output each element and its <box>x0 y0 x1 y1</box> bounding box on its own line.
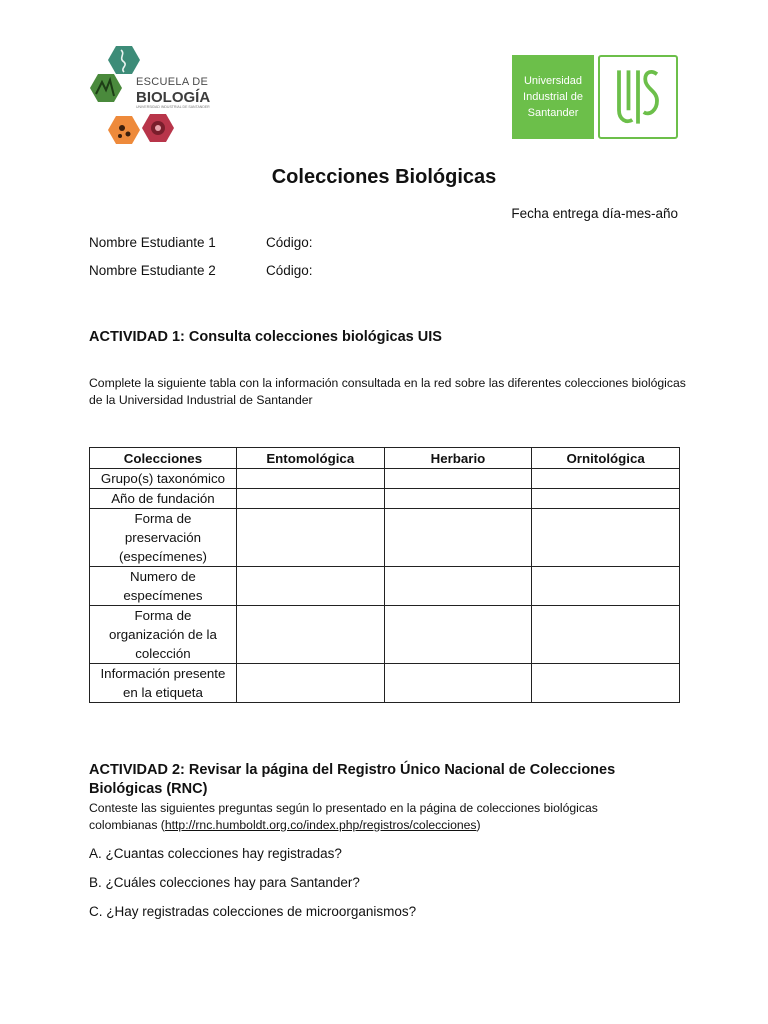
row-label: Forma de organización de la colección <box>90 606 237 664</box>
empty-cell[interactable] <box>236 469 384 489</box>
actividad-2-heading <box>89 761 689 799</box>
escuela-line1: ESCUELA DE <box>136 76 209 88</box>
question-b: B. ¿Cuáles colecciones hay para Santander? <box>89 875 360 890</box>
empty-cell[interactable] <box>532 489 680 509</box>
empty-cell[interactable] <box>532 469 680 489</box>
empty-cell[interactable] <box>384 664 532 703</box>
uis-mark-logo <box>598 55 678 139</box>
table-row <box>90 469 680 489</box>
row-label: Año de fundación <box>90 489 237 509</box>
table-header-cell: Entomológica <box>236 448 384 469</box>
colecciones-table <box>89 447 680 703</box>
empty-cell[interactable] <box>532 509 680 567</box>
actividad-1-heading: ACTIVIDAD 1: Consulta colecciones biológicas UIS <box>89 329 442 345</box>
uis-line1: Universidad <box>523 75 583 87</box>
empty-cell[interactable] <box>532 606 680 664</box>
student-2-name-label: Nombre Estudiante 2 <box>89 263 216 278</box>
table-header-cell: Ornitológica <box>532 448 680 469</box>
table-header-row <box>90 448 680 469</box>
table-row <box>90 509 680 567</box>
empty-cell[interactable] <box>384 509 532 567</box>
table-header-cell: Herbario <box>384 448 532 469</box>
actividad-1-instructions: Complete la siguiente tabla con la información consultada en la red sobre las diferentes colecciones biológicas de la Universidad Industrial de Santander <box>89 376 686 407</box>
actividad-2-intro-prefix: colombianas ( <box>89 818 165 832</box>
empty-cell[interactable] <box>236 606 384 664</box>
empty-cell[interactable] <box>384 469 532 489</box>
uis-line2: Industrial de <box>523 91 583 103</box>
table-row <box>90 664 680 703</box>
actividad-2-intro <box>89 800 689 834</box>
actividad-2-intro-line1: Conteste las siguientes preguntas según lo presentado en la página de colecciones biológicas <box>89 801 598 815</box>
empty-cell[interactable] <box>236 567 384 606</box>
table-row <box>90 489 680 509</box>
row-label: Grupo(s) taxonómico <box>90 469 237 489</box>
student-1-name-label: Nombre Estudiante 1 <box>89 235 216 250</box>
table-row <box>90 606 680 664</box>
table-row <box>90 567 680 606</box>
rnc-link[interactable]: http://rnc.humboldt.org.co/index.php/registros/colecciones <box>164 818 477 832</box>
escuela-logo-text <box>136 77 210 110</box>
actividad-2-heading-line1: ACTIVIDAD 2: Revisar la página del Registro Único Nacional de Colecciones <box>89 762 616 778</box>
student-2-code-label: Código: <box>266 263 313 278</box>
fecha-entrega: Fecha entrega día-mes-año <box>511 206 678 221</box>
document-title: Colecciones Biológicas <box>271 166 497 188</box>
question-c: C. ¿Hay registradas colecciones de microorganismos? <box>89 904 417 919</box>
row-label: Información presente en la etiqueta <box>90 664 237 703</box>
table-header-cell: Colecciones <box>90 448 237 469</box>
empty-cell[interactable] <box>236 509 384 567</box>
empty-cell[interactable] <box>384 606 532 664</box>
empty-cell[interactable] <box>236 664 384 703</box>
empty-cell[interactable] <box>236 489 384 509</box>
escuela-line2: BIOLOGÍA <box>136 89 211 106</box>
actividad-2-intro-suffix: ) <box>476 818 481 832</box>
empty-cell[interactable] <box>384 567 532 606</box>
student-1-code-label: Código: <box>266 235 313 250</box>
question-a: A. ¿Cuantas colecciones hay registradas? <box>89 846 342 861</box>
escuela-line3: UNIVERSIDAD INDUSTRIAL DE SANTANDER <box>136 105 210 109</box>
empty-cell[interactable] <box>384 489 532 509</box>
actividad-2-heading-line2: Biológicas (RNC) <box>89 781 208 797</box>
row-label: Forma de preservación (especímenes) <box>90 509 237 567</box>
uis-logo-text-box <box>512 55 594 139</box>
uis-line3: Santander <box>527 107 579 119</box>
row-label: Numero de especímenes <box>90 567 237 606</box>
empty-cell[interactable] <box>532 664 680 703</box>
empty-cell[interactable] <box>532 567 680 606</box>
